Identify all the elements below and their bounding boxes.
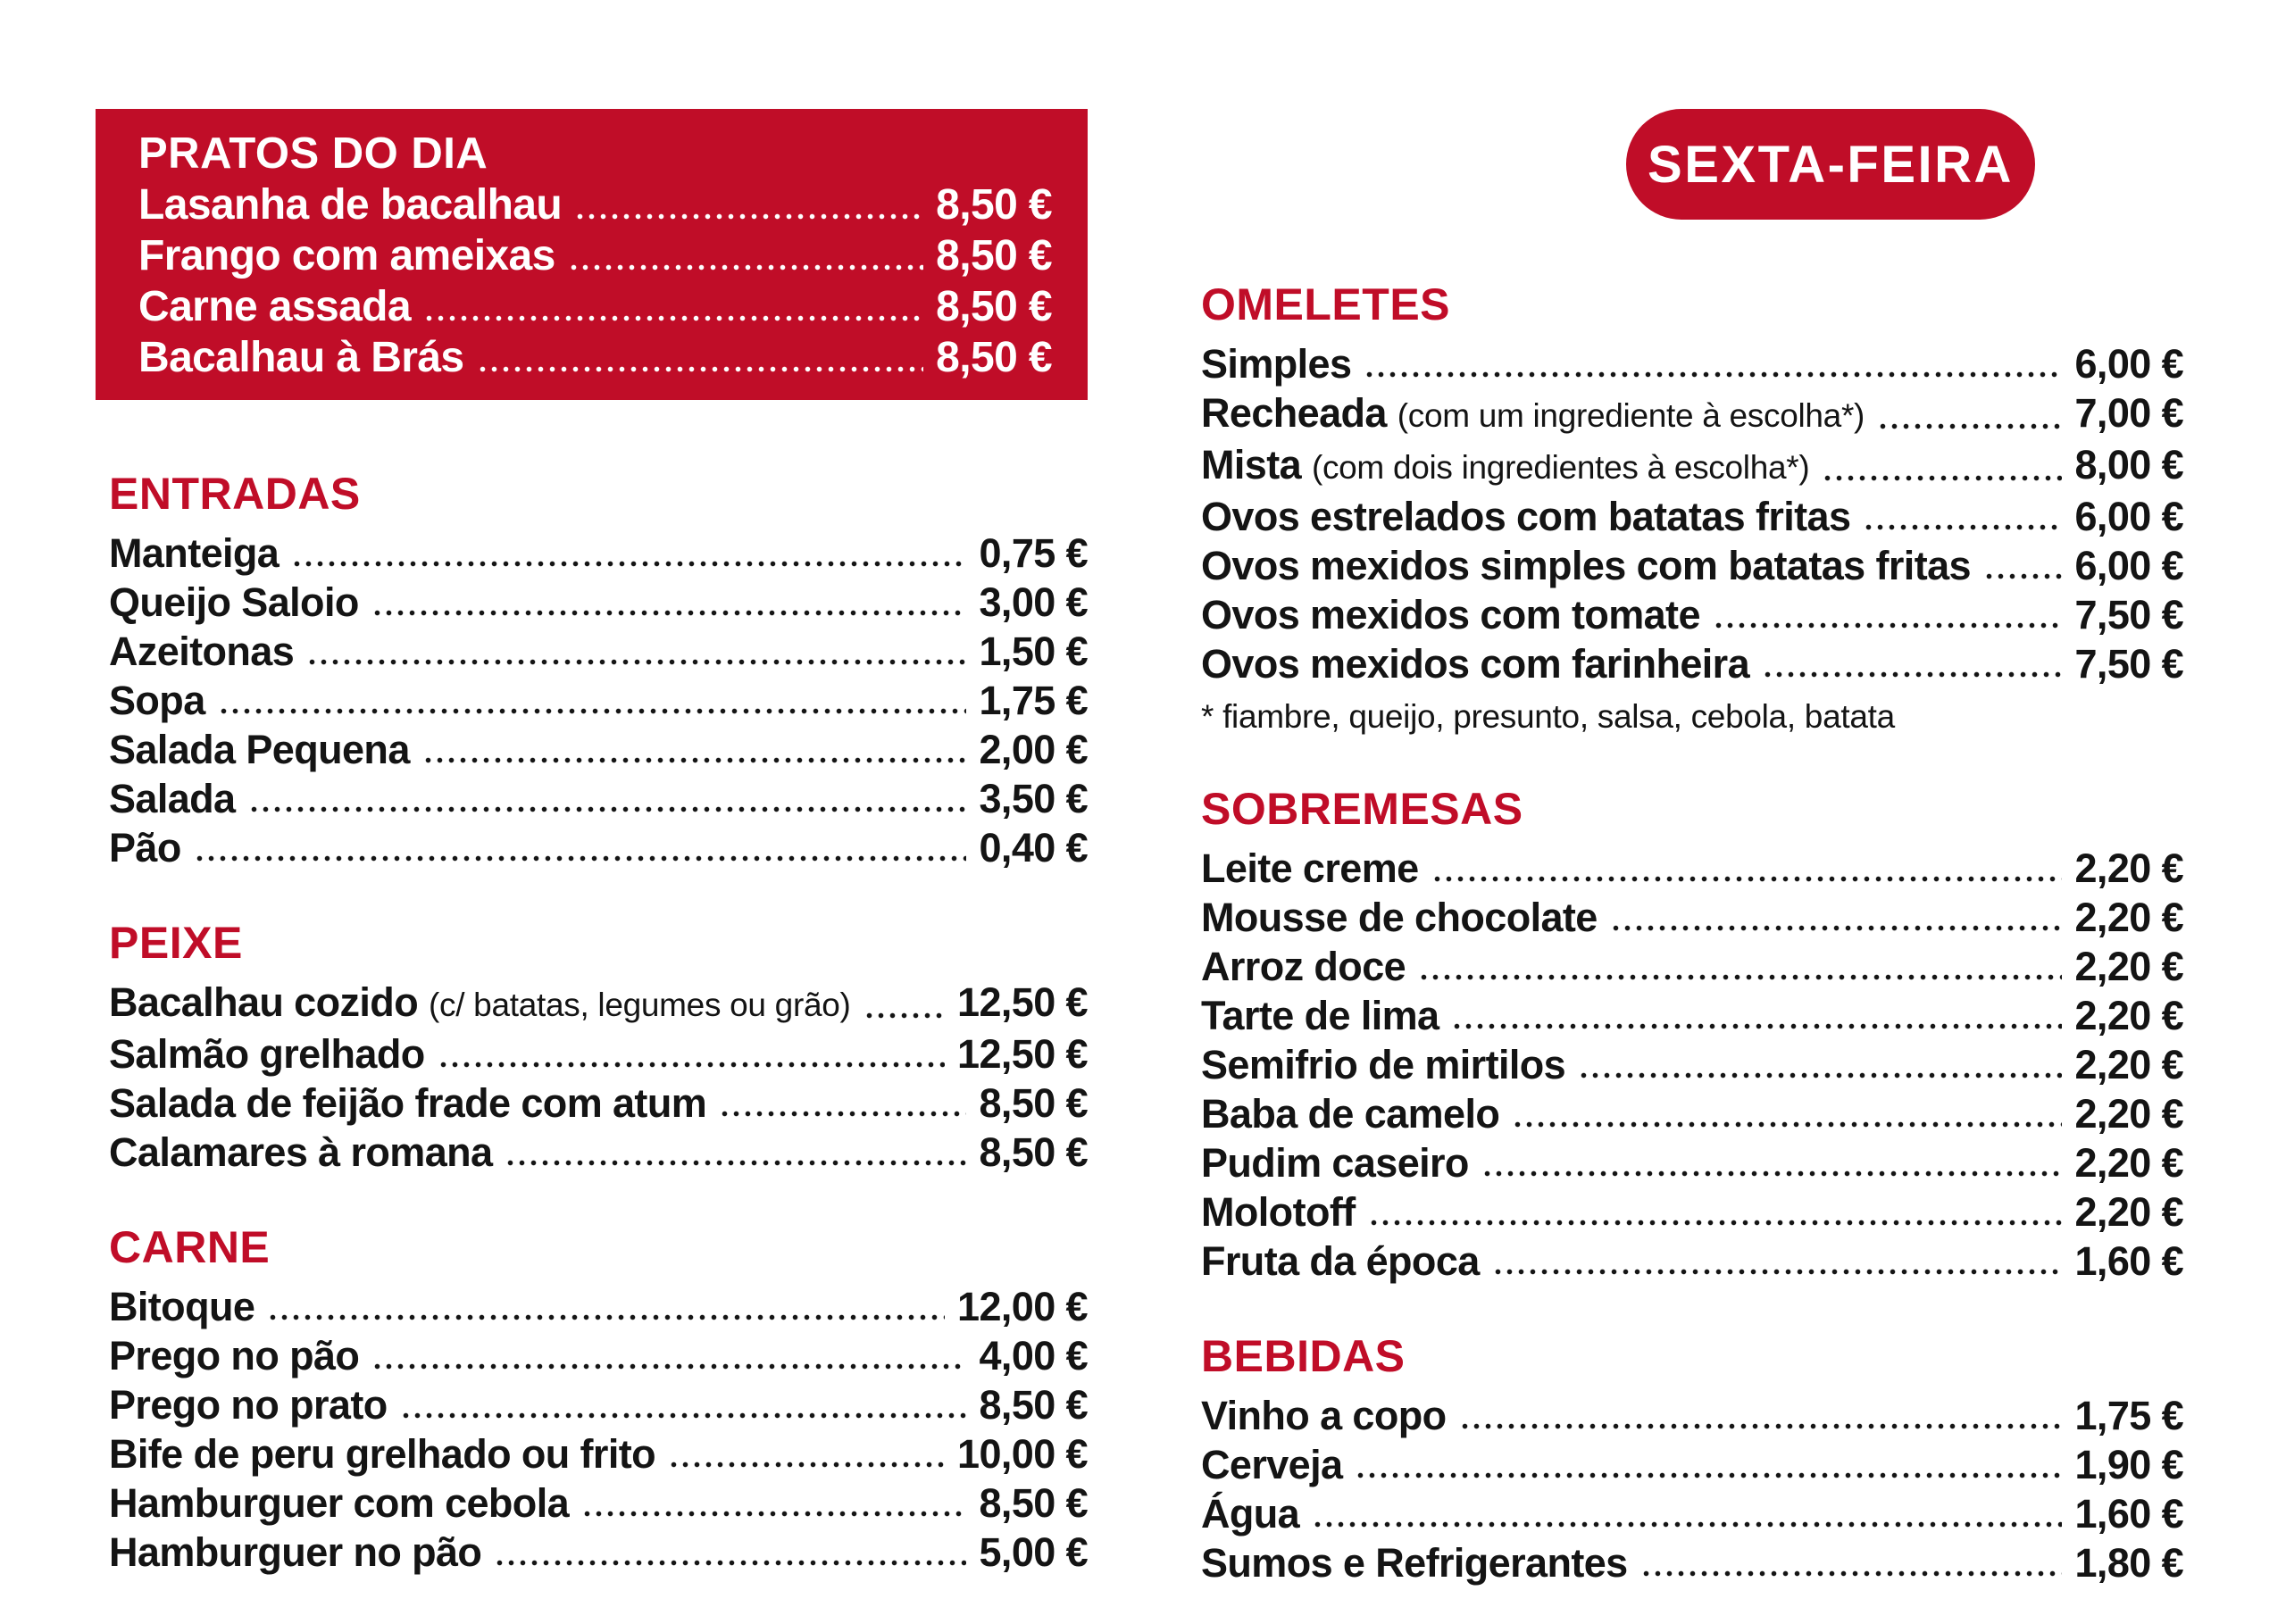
menu-item-label: Salada de feijão frade com atum	[109, 1080, 707, 1126]
menu-item-label: Calamares à romana	[109, 1129, 493, 1175]
menu-item-row	[1201, 639, 2183, 688]
menu-item-name	[109, 1029, 425, 1079]
menu-item-label: Ovos mexidos com farinheira	[1201, 641, 1750, 687]
day-banner	[1626, 109, 2035, 220]
dotted-leader	[494, 1560, 966, 1566]
menu-item-label: Hamburguer com cebola	[109, 1480, 570, 1526]
menu-item-label: Cerveja	[1201, 1442, 1343, 1487]
left-column	[109, 468, 1088, 1577]
dotted-leader	[194, 855, 967, 862]
menu-item-label: Mousse de chocolate	[1201, 895, 1598, 940]
menu-item-name	[1201, 1440, 1342, 1489]
menu-item-name	[1201, 541, 1971, 590]
menu-item-row	[109, 978, 1088, 1029]
menu-item-row	[109, 1282, 1088, 1331]
menu-item-price: 7,00 €	[2074, 390, 2183, 436]
menu-item-label: Simples	[1201, 341, 1352, 387]
menu-item-label: Queijo Saloio	[109, 579, 359, 625]
daily-specials-items	[138, 179, 1052, 383]
menu-item-name	[1201, 492, 1850, 541]
menu-item-row	[1201, 1138, 2183, 1187]
menu-item-label: Salada Pequena	[109, 727, 410, 772]
menu-section-omeletes	[1201, 279, 2183, 738]
menu-item-name	[1201, 942, 1406, 991]
menu-item-label: Prego no pão	[109, 1333, 360, 1378]
menu-item-label: Carne assada	[138, 283, 411, 330]
dotted-leader	[422, 757, 967, 763]
dotted-leader	[1610, 925, 2063, 931]
menu-item-row	[109, 627, 1088, 676]
menu-item-label: Pudim caseiro	[1201, 1140, 1469, 1186]
menu-item-row	[1201, 1538, 2183, 1587]
menu-item-price: 2,20 €	[2074, 1042, 2183, 1087]
dotted-leader	[864, 1012, 945, 1019]
dotted-leader	[423, 315, 923, 321]
menu-item-label: Pão	[109, 825, 181, 870]
menu-item-label: Ovos mexidos simples com batatas fritas	[1201, 543, 1971, 588]
menu-item-label: Molotoff	[1201, 1189, 1356, 1235]
menu-item-name	[1201, 1187, 1356, 1237]
menu-item-price: 1,75 €	[979, 678, 1088, 723]
menu-item-price: 8,50 €	[979, 1080, 1088, 1126]
dotted-leader	[1418, 974, 2062, 980]
menu-item-price: 8,50 €	[936, 283, 1052, 330]
menu-item-name	[1201, 1138, 1469, 1187]
menu-item-name	[109, 1478, 569, 1528]
menu-item-name	[109, 1282, 254, 1331]
menu-item-label: Ovos mexidos com tomate	[1201, 592, 1700, 637]
menu-item-price: 1,60 €	[2074, 1238, 2183, 1284]
menu-item-name	[1201, 339, 1351, 388]
menu-item-name	[1201, 1089, 1499, 1138]
menu-item-price: 0,75 €	[979, 530, 1088, 576]
menu-item-name	[1201, 991, 1439, 1040]
menu-item-name	[109, 676, 205, 725]
menu-item-label: Baba de camelo	[1201, 1091, 1500, 1137]
dotted-leader	[1640, 1570, 2063, 1577]
menu-item-row	[1201, 942, 2183, 991]
menu-item-row	[109, 676, 1088, 725]
menu-section-bebidas	[1201, 1330, 2183, 1587]
menu-item-desc: (com dois ingredientes à escolha*)	[1311, 449, 1810, 486]
menu-item-price: 2,00 €	[979, 727, 1088, 772]
menu-item-label: Vinho a copo	[1201, 1393, 1447, 1438]
menu-item-row	[138, 179, 1052, 230]
menu-item-name	[1201, 1538, 1628, 1587]
menu-item-label: Frango com ameixas	[138, 232, 555, 279]
menu-item-name	[1201, 639, 1749, 688]
dotted-leader	[371, 1363, 966, 1370]
menu-item-row	[109, 823, 1088, 872]
menu-item-name	[138, 332, 464, 383]
menu-item-name	[1201, 388, 1865, 440]
menu-item-name	[109, 529, 279, 578]
section-title: PEIXE	[109, 918, 243, 968]
menu-item-price: 8,50 €	[979, 1480, 1088, 1526]
daily-specials-box	[96, 109, 1088, 400]
menu-item-row	[1201, 388, 2183, 440]
menu-item-label: Manteiga	[109, 530, 279, 576]
dotted-leader	[505, 1160, 966, 1166]
menu-item-price: 1,80 €	[2074, 1540, 2183, 1586]
menu-item-price: 10,00 €	[957, 1431, 1088, 1477]
right-column	[1201, 279, 2183, 1587]
dotted-leader	[1364, 371, 2062, 378]
menu-item-price: 2,20 €	[2074, 993, 2183, 1038]
section-title: OMELETES	[1201, 279, 1451, 329]
menu-item-name	[109, 1528, 481, 1577]
menu-item-price: 3,50 €	[979, 776, 1088, 821]
section-title: CARNE	[109, 1222, 271, 1272]
menu-item-desc: (com um ingrediente à escolha*)	[1397, 397, 1865, 434]
menu-item-name	[138, 281, 411, 332]
dotted-leader	[1822, 475, 2062, 481]
menu-item-row	[1201, 1489, 2183, 1538]
menu-item-row	[1201, 991, 2183, 1040]
dotted-leader	[668, 1462, 945, 1468]
dotted-leader	[581, 1511, 966, 1517]
menu-item-row	[1201, 1237, 2183, 1286]
menu-item-row	[1201, 1440, 2183, 1489]
menu-item-row	[1201, 440, 2183, 492]
menu-item-price: 12,50 €	[957, 1031, 1088, 1077]
menu-item-row	[109, 1331, 1088, 1380]
menu-item-price: 2,20 €	[2074, 1140, 2183, 1186]
dotted-leader	[371, 610, 967, 616]
menu-item-label: Sopa	[109, 678, 205, 723]
menu-item-price: 8,50 €	[979, 1382, 1088, 1428]
menu-item-row	[109, 1128, 1088, 1177]
dotted-leader	[400, 1412, 967, 1419]
menu-item-row	[109, 1079, 1088, 1128]
menu-item-name	[109, 774, 236, 823]
menu-item-name	[138, 179, 562, 230]
menu-item-name	[1201, 1391, 1447, 1440]
menu-item-desc: (c/ batatas, legumes ou grão)	[429, 987, 851, 1023]
dotted-leader	[306, 659, 966, 665]
menu-item-row	[1201, 1187, 2183, 1237]
menu-item-price: 2,20 €	[2074, 845, 2183, 891]
menu-item-label: Salada	[109, 776, 236, 821]
menu-item-name	[109, 1429, 655, 1478]
menu-item-name	[109, 578, 359, 627]
dotted-leader	[1713, 622, 2063, 629]
menu-item-name	[109, 627, 294, 676]
dotted-leader	[1459, 1423, 2063, 1429]
menu-item-row	[1201, 590, 2183, 639]
day-banner-label: SEXTA-FEIRA	[1648, 135, 2014, 194]
menu-item-price: 1,50 €	[979, 629, 1088, 674]
menu-item-row	[109, 1429, 1088, 1478]
dotted-leader	[1355, 1472, 2062, 1478]
menu-item-row	[109, 1478, 1088, 1528]
menu-item-row	[1201, 339, 2183, 388]
menu-item-name	[109, 725, 410, 774]
section-title: ENTRADAS	[109, 469, 361, 519]
dotted-leader	[1492, 1269, 2063, 1275]
menu-item-price: 8,00 €	[2074, 442, 2183, 487]
menu-item-price: 7,50 €	[2074, 592, 2183, 637]
menu-item-price: 12,50 €	[957, 979, 1088, 1025]
menu-item-row	[1201, 1040, 2183, 1089]
menu-item-price: 4,00 €	[979, 1333, 1088, 1378]
menu-item-label: Fruta da época	[1201, 1238, 1480, 1284]
menu-item-price: 1,60 €	[2074, 1491, 2183, 1537]
menu-item-name	[1201, 590, 1700, 639]
dotted-leader	[477, 366, 924, 372]
menu-item-label: Azeitonas	[109, 629, 295, 674]
section-title: BEBIDAS	[1201, 1331, 1406, 1381]
menu-item-name	[138, 230, 555, 281]
menu-item-label: Bacalhau cozido	[109, 979, 419, 1025]
menu-item-name	[1201, 893, 1598, 942]
menu-item-row	[109, 1029, 1088, 1079]
menu-item-name	[1201, 844, 1419, 893]
menu-item-price: 6,00 €	[2074, 494, 2183, 539]
dotted-leader	[248, 806, 967, 812]
dotted-leader	[1481, 1170, 2063, 1177]
menu-item-price: 5,00 €	[979, 1529, 1088, 1575]
menu-item-label: Prego no prato	[109, 1382, 388, 1428]
menu-item-row	[1201, 893, 2183, 942]
dotted-leader	[1863, 524, 2062, 530]
menu-section-sobremesas	[1201, 783, 2183, 1286]
ingredients-footnote: * fiambre, queijo, presunto, salsa, cebola, batata	[1201, 698, 1895, 735]
menu-item-price: 7,50 €	[2074, 641, 2183, 687]
menu-item-row	[138, 332, 1052, 383]
menu-item-name	[1201, 1040, 1565, 1089]
menu-item-row	[1201, 541, 2183, 590]
menu-item-price: 1,90 €	[2074, 1442, 2183, 1487]
dotted-leader	[1312, 1521, 2062, 1528]
dotted-leader	[1431, 876, 2063, 882]
dotted-leader	[719, 1111, 966, 1117]
dotted-leader	[1368, 1220, 2063, 1226]
menu-item-row	[109, 578, 1088, 627]
dotted-leader	[267, 1314, 945, 1320]
dotted-leader	[1983, 573, 2063, 579]
dotted-leader	[1762, 671, 2062, 678]
menu-item-price: 8,50 €	[936, 181, 1052, 229]
dotted-leader	[574, 213, 923, 220]
menu-item-label: Leite creme	[1201, 845, 1419, 891]
daily-specials-title: PRATOS DO DIA	[138, 129, 488, 178]
menu-item-row	[138, 230, 1052, 281]
menu-item-row	[109, 1380, 1088, 1429]
menu-item-name	[109, 1380, 388, 1429]
menu-item-price: 12,00 €	[957, 1284, 1088, 1329]
dotted-leader	[1451, 1023, 2062, 1029]
menu-item-row	[1201, 1089, 2183, 1138]
menu-item-price: 0,40 €	[979, 825, 1088, 870]
menu-item-price: 2,20 €	[2074, 1189, 2183, 1235]
menu-item-price: 6,00 €	[2074, 341, 2183, 387]
menu-item-name	[109, 1128, 492, 1177]
menu-item-price: 2,20 €	[2074, 895, 2183, 940]
menu-item-row	[1201, 844, 2183, 893]
section-title: SOBREMESAS	[1201, 784, 1523, 834]
menu-section-peixe	[109, 917, 1088, 1177]
menu-item-name	[1201, 1489, 1299, 1538]
dotted-leader	[438, 1062, 945, 1068]
menu-item-price: 2,20 €	[2074, 944, 2183, 989]
dotted-leader	[218, 708, 967, 714]
menu-item-price: 2,20 €	[2074, 1091, 2183, 1137]
menu-item-label: Bife de peru grelhado ou frito	[109, 1431, 656, 1477]
menu-item-row	[1201, 492, 2183, 541]
menu-item-label: Salmão grelhado	[109, 1031, 425, 1077]
menu-item-label: Sumos e Refrigerantes	[1201, 1540, 1628, 1586]
menu-item-price: 1,75 €	[2074, 1393, 2183, 1438]
menu-item-row	[109, 774, 1088, 823]
menu-item-price: 3,00 €	[979, 579, 1088, 625]
menu-item-label: Ovos estrelados com batatas fritas	[1201, 494, 1851, 539]
menu-item-label: Tarte de lima	[1201, 993, 1439, 1038]
menu-item-label: Mista	[1201, 442, 1302, 487]
menu-item-name	[109, 978, 851, 1029]
menu-item-row	[1201, 1391, 2183, 1440]
menu-item-row	[109, 529, 1088, 578]
menu-item-price: 6,00 €	[2074, 543, 2183, 588]
menu-item-name	[109, 823, 181, 872]
dotted-leader	[1877, 423, 2062, 429]
menu-item-price: 8,50 €	[979, 1129, 1088, 1175]
menu-item-label: Semifrio de mirtilos	[1201, 1042, 1566, 1087]
dotted-leader	[568, 264, 923, 271]
menu-item-price: 8,50 €	[936, 334, 1052, 381]
dotted-leader	[1578, 1072, 2062, 1079]
menu-item-label: Bacalhau à Brás	[138, 334, 464, 381]
menu-item-label: Hamburguer no pão	[109, 1529, 482, 1575]
menu-item-label: Recheada	[1201, 390, 1387, 436]
menu-item-row	[138, 281, 1052, 332]
menu-item-label: Bitoque	[109, 1284, 255, 1329]
menu-item-label: Arroz doce	[1201, 944, 1406, 989]
dotted-leader	[1512, 1121, 2062, 1128]
menu-item-row	[109, 1528, 1088, 1577]
menu-section-carne	[109, 1221, 1088, 1577]
menu-section-entradas	[109, 468, 1088, 872]
menu-item-name	[109, 1331, 359, 1380]
menu-item-name	[1201, 1237, 1480, 1286]
dotted-leader	[291, 561, 966, 567]
menu-item-row	[109, 725, 1088, 774]
menu-item-label: Água	[1201, 1491, 1300, 1537]
menu-item-price: 8,50 €	[936, 232, 1052, 279]
menu-item-name	[109, 1079, 706, 1128]
menu-item-name	[1201, 440, 1809, 492]
menu-item-label: Lasanha de bacalhau	[138, 181, 563, 229]
